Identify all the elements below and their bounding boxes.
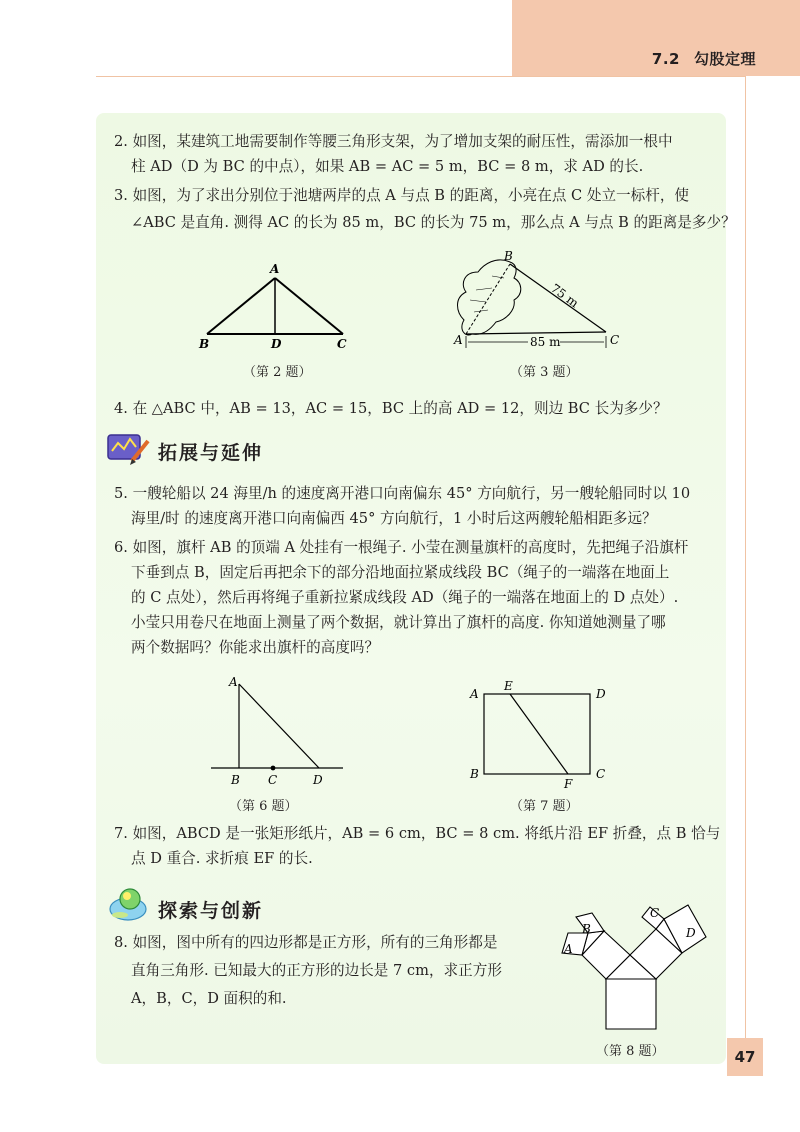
problem-3-line-1: 3. 如图，为了求出分别位于池塘两岸的点 A 与点 B 的距离，小亮在点 C 处立一标杆，使 <box>114 187 690 204</box>
problem-4: 4. 在 △ABC 中，AB = 13，AC = 15，BC 上的高 AD = 12，则边 BC 长为多少？ <box>114 400 668 417</box>
figure-3 <box>448 250 633 355</box>
fig7-label-d: D <box>596 687 606 701</box>
fig8-label-a: A <box>564 942 573 956</box>
section-title: 勾股定理 <box>693 50 756 68</box>
fig3-label-c: C <box>610 333 620 347</box>
problem-6-line-2: 下垂到点 B，固定后再把余下的部分沿地面拉紧成线段 BC（绳子的一端落在地面上 <box>131 564 670 581</box>
problem-8-line-3: A，B，C，D 面积的和. <box>131 990 287 1007</box>
section-number: 7.2 <box>651 50 680 68</box>
fig2-label-c: C <box>337 337 347 350</box>
fig8-caption: （第 8 题） <box>596 1044 665 1059</box>
fig2-label-d: D <box>271 337 282 350</box>
figure-7 <box>462 678 622 796</box>
problem-6-line-4: 小莹只用卷尺在地面上测量了两个数据，就计算出了旗杆的高度. 你知道她测量了哪 <box>131 614 666 631</box>
figure-6 <box>205 672 350 790</box>
extend-section-title: 拓展与延伸 <box>158 442 264 464</box>
figure-8 <box>548 893 718 1035</box>
header-rule <box>96 76 746 77</box>
problem-6-line-1: 6. 如图，旗杆 AB 的顶端 A 处挂有一根绳子. 小莹在测量旗杆的高度时，先把绳子沿旗杆 <box>114 539 689 556</box>
extend-section-icon <box>106 431 152 467</box>
fig8-label-b: B <box>582 922 591 936</box>
fig3-label-bc: 75 m <box>548 281 582 311</box>
running-header <box>652 48 756 69</box>
problem-5-line-2: 海里/时 的速度离开港口向南偏西 45° 方向航行，1 小时后这两艘轮船相距多远？ <box>131 510 657 527</box>
problem-7-line-1: 7. 如图，ABCD 是一张矩形纸片，AB = 6 cm，BC = 8 cm. 将纸片沿 EF 折叠，点 B 恰与 <box>114 825 721 842</box>
fig7-label-f: F <box>564 777 573 791</box>
fig6-label-d: D <box>313 773 323 787</box>
fig6-caption: （第 6 题） <box>229 799 298 814</box>
fig7-label-b: B <box>470 767 479 781</box>
figure-2 <box>195 260 360 350</box>
fig3-label-ac: 85 m <box>530 335 561 349</box>
fig8-label-d: D <box>686 926 696 940</box>
fig3-label-a: A <box>454 333 463 347</box>
fig3-label-b: B <box>504 250 513 263</box>
explore-section-title: 探索与创新 <box>158 900 264 922</box>
side-rule <box>745 76 746 1038</box>
problem-2-line-2: 柱 AD（D 为 BC 的中点），如果 AB = AC = 5 m，BC = 8 m，求 AD 的长. <box>131 158 644 175</box>
fig7-caption: （第 7 题） <box>510 799 579 814</box>
fig3-caption: （第 3 题） <box>510 365 579 380</box>
fig8-label-c: C <box>650 906 660 920</box>
fig7-label-c: C <box>596 767 606 781</box>
problem-6-line-5: 两个数据吗？你能求出旗杆的高度吗？ <box>131 639 380 656</box>
problem-8-line-1: 8. 如图，图中所有的四边形都是正方形，所有的三角形都是 <box>114 934 498 951</box>
problem-2-line-1: 2. 如图，某建筑工地需要制作等腰三角形支架，为了增加支架的耐压性，需添加一根中 <box>114 133 673 150</box>
fig2-label-b: B <box>199 337 210 350</box>
fig7-label-a: A <box>470 687 479 701</box>
fig6-label-c: C <box>268 773 278 787</box>
problem-6-line-3: 的 C 点处），然后再将绳子重新拉紧成线段 AD（绳子的一端落在地面上的 D 点处）. <box>131 589 679 606</box>
problem-7-line-2: 点 D 重合. 求折痕 EF 的长. <box>131 850 313 867</box>
fig7-label-e: E <box>504 679 513 693</box>
problem-3-line-2: ∠ABC 是直角. 测得 AC 的长为 85 m，BC 的长为 75 m，那么点 A 与点 B 的距离是多少？ <box>131 214 736 231</box>
problem-5-line-1: 5. 一艘轮船以 24 海里/h 的速度离开港口向南偏东 45° 方向航行，另一艘轮船同时以 10 <box>114 485 691 502</box>
problem-8-line-2: 直角三角形. 已知最大的正方形的边长是 7 cm，求正方形 <box>131 962 502 979</box>
fig6-label-b: B <box>231 773 240 787</box>
fig6-label-a: A <box>229 675 238 689</box>
explore-section-icon <box>106 885 152 923</box>
fig2-caption: （第 2 题） <box>243 365 312 380</box>
fig2-label-a: A <box>270 262 280 276</box>
page-number: 47 <box>727 1038 763 1076</box>
